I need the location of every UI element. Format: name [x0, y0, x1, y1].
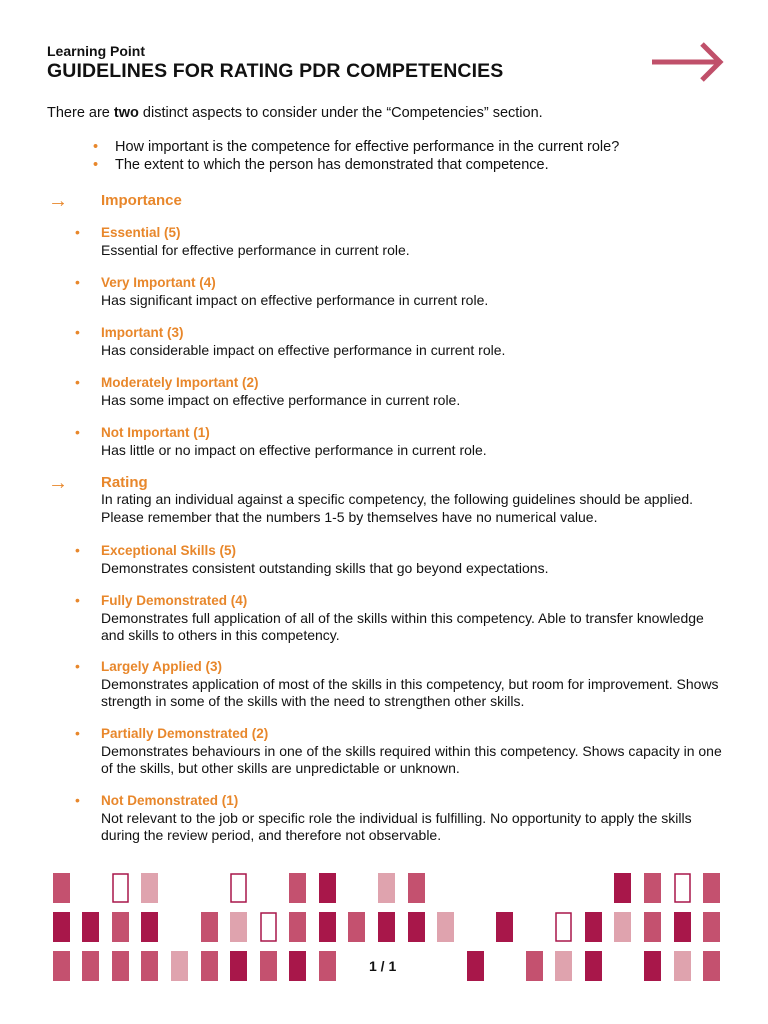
decorative-block: [201, 912, 218, 942]
decorative-block: [319, 951, 336, 981]
decorative-block: [585, 951, 602, 981]
item-description: Has some impact on effective performance in current role.: [101, 391, 461, 408]
decorative-block: [703, 951, 720, 981]
item-label: • Not Demonstrated (1): [101, 793, 239, 808]
rating-intro: In rating an individual against a specific competency, the following guidelines should be applied. Please remember that the numbers 1-5 by themselves have no numerical value.: [101, 491, 694, 525]
decorative-block: [171, 951, 188, 981]
decorative-block: [112, 912, 129, 942]
decorative-block: [230, 951, 247, 981]
list-item: • The extent to which the person has demonstrated that competence.: [115, 156, 619, 174]
decorative-block: [614, 873, 631, 903]
decorative-block: [53, 912, 70, 942]
item-description: Not relevant to the job or specific role the individual is fulfilling. No opportunity to apply the skills during the review period, and therefore not observable.: [101, 809, 692, 843]
decorative-block: [378, 873, 395, 903]
item-label: • Moderately Important (2): [101, 375, 259, 390]
decorative-block: [230, 912, 247, 942]
decorative-block: [378, 912, 395, 942]
decorative-block: [674, 912, 691, 942]
decorative-block: [260, 951, 277, 981]
item-label: • Largely Applied (3): [101, 659, 223, 674]
decorative-block: [556, 913, 571, 941]
decorative-block: [231, 874, 246, 902]
item-description: Has significant impact on effective performance in current role.: [101, 291, 489, 308]
decorative-block: [703, 873, 720, 903]
item-label: • Very Important (4): [101, 275, 216, 290]
item-label: • Essential (5): [101, 225, 181, 240]
page-title: GUIDELINES FOR RATING PDR COMPETENCIES: [47, 60, 504, 82]
decorative-block: [644, 873, 661, 903]
decorative-block: [467, 951, 484, 981]
decorative-block: [437, 912, 454, 942]
item-label: • Exceptional Skills (5): [101, 543, 237, 558]
decorative-block: [53, 873, 70, 903]
decorative-block: [261, 913, 276, 941]
decorative-block: [141, 912, 158, 942]
item-description: Demonstrates consistent outstanding skills that go beyond expectations.: [101, 559, 549, 576]
decorative-block: [644, 951, 661, 981]
item-description: Essential for effective performance in current role.: [101, 241, 410, 258]
item-label: • Fully Demonstrated (4): [101, 593, 248, 608]
decorative-block: [496, 912, 513, 942]
decorative-block: [703, 912, 720, 942]
decorative-block: [82, 912, 99, 942]
section-arrow-icon: →: [48, 472, 68, 494]
item-description: Has considerable impact on effective performance in current role.: [101, 341, 506, 358]
section-arrow-icon: →: [48, 190, 68, 212]
item-label: • Not Important (1): [101, 425, 210, 440]
decorative-block: [644, 912, 661, 942]
item-description: Demonstrates behaviours in one of the skills required within this competency. Shows capacity in one of the skills, but other skills are unpredictable or unknown.: [101, 742, 722, 776]
decorative-block: [82, 951, 99, 981]
list-item: • How important is the competence for effective performance in the current role?: [115, 138, 619, 156]
intro-text: There are two distinct aspects to consider under the “Competencies” section.: [47, 105, 543, 121]
decorative-block: [112, 951, 129, 981]
decorative-block: [526, 951, 543, 981]
decorative-block: [141, 951, 158, 981]
decorative-block: [675, 874, 690, 902]
page-number: 1 / 1: [369, 958, 397, 974]
item-description: Has little or no impact on effective performance in current role.: [101, 441, 487, 458]
decorative-block: [408, 912, 425, 942]
item-description: Demonstrates full application of all of the skills within this competency. Able to transfer knowledge and skills to others in this competency.: [101, 609, 704, 643]
decorative-block: [614, 912, 631, 942]
decorative-block: [408, 873, 425, 903]
decorative-block: [113, 874, 128, 902]
decorative-block: [201, 951, 218, 981]
decorative-block: [348, 912, 365, 942]
decorative-block: [53, 951, 70, 981]
decorative-block: [585, 912, 602, 942]
decorative-block: [319, 912, 336, 942]
decorative-block: [319, 873, 336, 903]
item-label: • Partially Demonstrated (2): [101, 726, 269, 741]
section-title-rating: Rating: [101, 474, 148, 491]
decorative-block: [289, 873, 306, 903]
item-label: • Important (3): [101, 325, 184, 340]
decorative-block: [674, 951, 691, 981]
decorative-block: [289, 951, 306, 981]
item-description: Demonstrates application of most of the skills in this competency, but room for improvement. Shows strength in some of the skills with the need to strengthen other skills.: [101, 675, 719, 709]
decorative-block: [289, 912, 306, 942]
section-title-importance: Importance: [101, 192, 182, 209]
decorative-block: [555, 951, 572, 981]
decorative-block: [141, 873, 158, 903]
kicker-label: Learning Point: [47, 43, 145, 59]
